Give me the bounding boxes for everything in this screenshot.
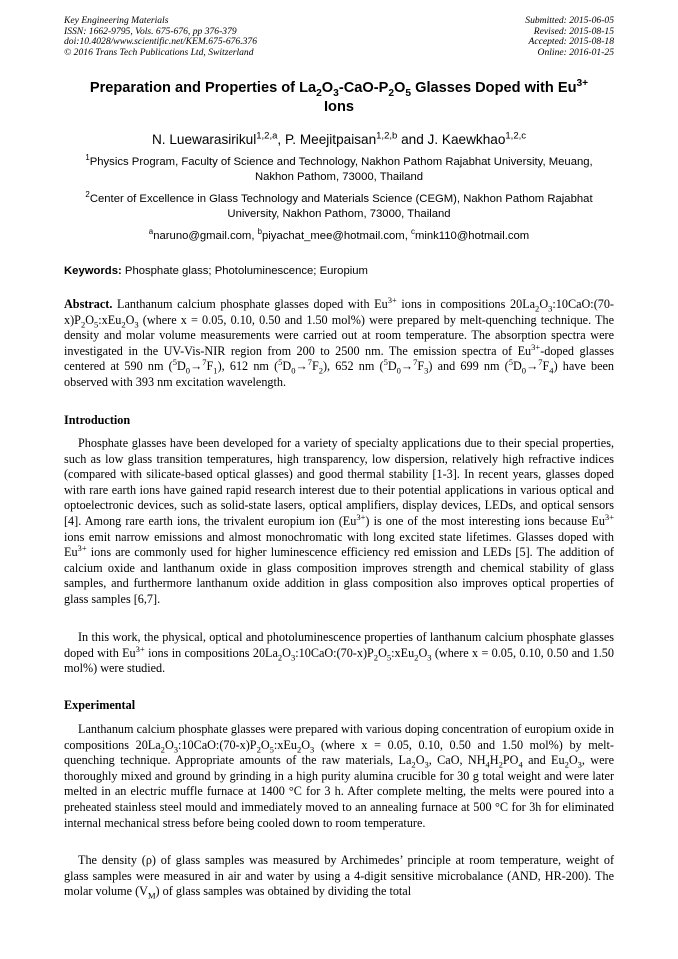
body-sub: 2 — [564, 759, 569, 770]
transition-sub: 0 — [185, 365, 191, 376]
date-online: Online: 2016-01-25 — [537, 46, 614, 58]
transition-sup: 5 — [508, 357, 513, 368]
transition-text: F — [206, 359, 214, 374]
affil-mark: 1 — [85, 153, 90, 163]
body-text: O — [568, 753, 578, 768]
body-sup: 3+ — [356, 511, 366, 522]
abstract-sub: 3 — [548, 303, 553, 314]
transition-sub: 4 — [549, 365, 554, 376]
journal-copyright: © 2016 Trans Tech Publications Ltd, Switzerland — [64, 46, 254, 58]
abstract-text: O — [85, 312, 95, 327]
body-text: H — [489, 753, 499, 768]
body-text: O — [418, 645, 428, 660]
body-sub: 4 — [485, 759, 490, 770]
abstract-text: O — [539, 297, 549, 311]
body-sub: 2 — [373, 652, 379, 663]
journal-doi: doi:10.4028/www.scientific.net/KEM.675-676.376 — [64, 36, 258, 48]
body-sub: 3 — [290, 652, 296, 663]
title-part: O — [321, 80, 334, 96]
author-separator: and — [397, 132, 428, 147]
date-revised: Revised: 2015-08-15 — [533, 25, 614, 37]
body-sub: 3 — [427, 652, 432, 663]
abstract-text: ) have been observed with 393 nm excitation wavelength. — [64, 359, 614, 389]
transition-sub: 2 — [318, 365, 323, 376]
abstract-text: :10CaO:(70-x)P — [64, 297, 614, 327]
date-accepted: Accepted: 2015-08-18 — [528, 36, 614, 48]
abstract-sup: 3+ — [387, 294, 397, 305]
transition-text: D — [387, 359, 397, 374]
intro-paragraph-2 — [64, 630, 614, 677]
email-mark: c — [411, 227, 415, 237]
transition-text: F — [417, 359, 425, 374]
experimental-paragraph-1 — [64, 722, 614, 831]
title-part: O — [394, 80, 406, 96]
body-text: Lanthanum calcium phosphate glasses were prepared with various doping concentration of europium oxide in compositions 20La — [64, 722, 614, 752]
journal-name: Key Engineering Materials — [64, 15, 169, 26]
transition-text: D — [282, 359, 292, 374]
transition-sup: 7 — [538, 357, 543, 368]
title-sub: 5 — [405, 87, 412, 99]
transition-text: D — [176, 359, 186, 374]
abstract-text: -doped glasses centered at 590 nm ( — [64, 343, 615, 374]
affil-text: Center of Excellence in Glass Technology and Materials Science (CEGM), Nakhon Pathom Rajabhat University, Nakhon Pathom, 73000, Thailand — [89, 193, 593, 220]
abstract-text: ions in compositions 20La — [396, 297, 536, 311]
affiliation-2 — [70, 192, 608, 222]
keywords — [64, 264, 614, 279]
body-text: O — [164, 737, 174, 752]
body-text: ) of glass samples was obtained by dividing the total — [155, 884, 412, 899]
abstract-sub: 2 — [121, 319, 126, 330]
body-text: , were thoroughly mixed and ground by grinding in a high purity alumina crucible for 30 g total weight and were later melted in an electric muffle furnace at 1400 °C for 3 h. After complete melting, the melts were poured into a preheated stainless steel mould and immediately moved to an annealing furnace at 500 °C for 3h for eliminated internal mechanical stress before being cooled down to room temperature. — [64, 753, 614, 830]
body-text: , CaO, NH — [428, 753, 486, 768]
body-text: O — [282, 645, 291, 660]
body-sub: M — [147, 890, 156, 901]
body-text: O — [260, 737, 270, 752]
transition-sup: 5 — [172, 357, 177, 368]
body-sub: 2 — [411, 759, 416, 770]
email-link[interactable]: naruno@gmail.com, — [153, 230, 258, 242]
body-sub: 3 — [577, 759, 582, 770]
abstract-sup: 3+ — [531, 341, 541, 352]
title-part: Glasses Doped with Eu — [411, 80, 577, 96]
body-text: O — [415, 753, 425, 768]
body-text: ions emit narrow emissions and almost monochromatic with long excited state lifetimes. Glasses doped with Eu — [64, 529, 614, 560]
body-text: :10CaO:(70-x)P — [295, 645, 374, 660]
body-text: In this work, the physical, optical and photoluminescence properties of lanthanum calcium phosphate glasses doped with Eu — [64, 630, 614, 660]
body-sub: 5 — [386, 652, 392, 663]
body-text: (where x = 0.05, 0.10, 0.50 and 1.50 mol%) were studied. — [64, 645, 614, 676]
body-sup: 3+ — [77, 543, 87, 554]
abstract-sub: 2 — [80, 319, 86, 330]
date-submitted: Submitted: 2015-06-05 — [525, 15, 614, 26]
body-text: :xEu — [391, 645, 415, 660]
affil-mark: 2 — [85, 190, 90, 200]
paper-title — [48, 79, 630, 117]
body-text: :10CaO:(70-x)P — [178, 737, 257, 752]
transition-text: D — [512, 359, 522, 374]
email-link[interactable]: piyachat_mee@hotmail.com, — [262, 230, 411, 242]
title-sub: 2 — [388, 87, 394, 99]
body-sub: 2 — [277, 652, 283, 663]
abstract-text: ) and 699 nm ( — [428, 359, 509, 374]
transition-sub: 3 — [424, 365, 429, 376]
author-list — [40, 131, 638, 149]
body-text: PO — [502, 753, 519, 768]
transition-sup: 7 — [413, 357, 418, 368]
transition-sub: 0 — [291, 365, 296, 376]
author-affil-mark: 1,2,c — [505, 130, 527, 142]
transition-sup: 5 — [278, 357, 283, 368]
keywords-label: Keywords: — [64, 265, 122, 277]
body-sub: 2 — [256, 744, 261, 755]
body-text: ions in compositions 20La — [144, 645, 278, 660]
affil-text: Physics Program, Faculty of Science and Technology, Nakhon Pathom Rajabhat University, Meuang, Nakhon Pathom, 73000, Thailand — [89, 156, 593, 183]
abstract-text: ), 652 nm ( — [322, 359, 384, 374]
section-heading-experimental: Experimental — [64, 698, 136, 712]
transition-text: F — [542, 359, 550, 374]
body-sub: 4 — [518, 759, 523, 770]
abstract-sub: 2 — [535, 303, 540, 314]
transition-arrow: → — [526, 359, 539, 374]
body-sup: 3+ — [604, 511, 614, 522]
abstract-text: (where x = 0.05, 0.10, 0.50 and 1.50 mol%) were prepared by melt-quenching technique. The density and molar volume measurements were carried out at room temperature. The absorption spectra were investigated in the UV-Vis-NIR region from 200 to 2500 nm. The emission spectra of Eu — [64, 312, 614, 358]
author-name: N. Luewarasirikul — [151, 132, 257, 147]
transition-arrow: → — [295, 359, 308, 374]
title-sub: 3 — [333, 87, 339, 99]
keywords-text: Phosphate glass; Photoluminescence; Europium — [121, 265, 368, 277]
author-affil-mark: 1,2,a — [256, 130, 278, 142]
title-sub: 2 — [316, 87, 322, 99]
title-part: -CaO-P — [338, 80, 389, 96]
body-text: ) is one of the most interesting ions because Eu — [365, 513, 605, 528]
abstract-label: Abstract. — [64, 297, 113, 311]
email-mark: a — [148, 227, 154, 237]
abstract-sub: 5 — [94, 319, 99, 330]
body-text: and Eu — [522, 753, 565, 768]
body-sup: 3+ — [135, 643, 145, 654]
abstract-sub: 3 — [134, 319, 139, 330]
author-emails — [40, 229, 638, 244]
body-text: O — [301, 737, 311, 752]
transition-sub: 0 — [521, 365, 527, 376]
body-text: ions are commonly used for higher luminescence efficiency red emission and LEDs [5]. The addition of calcium oxide and lanthanum oxide in glass composition improves strength and chemical stability of glass samples, and furthermore lanthanum oxide addition in glass composition also improves optical properties of glass samples [6,7]. — [64, 545, 614, 606]
transition-sup: 7 — [307, 357, 312, 368]
transition-sub: 0 — [396, 365, 401, 376]
body-text: (where x = 0.05, 0.10, 0.50 and 1.50 mol%) by melt-quenching technique. Appropriate amounts of the raw materials, La — [64, 737, 614, 768]
transition-arrow: → — [190, 359, 203, 374]
body-sub: 2 — [296, 744, 302, 755]
title-sup: 3+ — [576, 78, 589, 90]
abstract-text: Lanthanum calcium phosphate glasses doped with Eu — [112, 297, 388, 311]
body-sub: 3 — [310, 744, 315, 755]
author-name: J. Kaewkhao — [427, 132, 506, 147]
abstract-text: ), 612 nm ( — [217, 359, 279, 374]
body-sub: 3 — [424, 759, 429, 770]
body-text: :xEu — [273, 737, 297, 752]
journal-info — [64, 16, 257, 58]
journal-issn: ISSN: 1662-9795, Vols. 675-676, pp 376-379 — [64, 25, 237, 37]
body-text: The density (ρ) of glass samples was measured by Archimedes’ principle at room temperature, weight of glass samples were measured in air and water by using a 4-digit sensitive microbalance (AND, HR-200). The molar volume (V — [64, 853, 614, 899]
title-part: Ions — [324, 99, 354, 115]
abstract — [64, 294, 615, 391]
author-separator: , — [277, 132, 285, 147]
transition-text: F — [311, 359, 319, 374]
body-text: O — [378, 645, 387, 660]
intro-paragraph-1 — [64, 436, 614, 608]
transition-arrow: → — [400, 359, 414, 374]
body-text: Phosphate glasses have been developed for a variety of specialty applications due to their special properties, such as low glass transition temperatures, high transparency, low dispersion, relatively high refractive indices (compared with silicate-based optical glasses) and good thermal stability [1-3]. In recent years, glasses doped with rare earth ions have gained rapid research interest due to their potential applications in various optical and optoelectronic devices, such as solid-state lasers, optical amplifiers, display devices, LEDs, and optical sensors [4]. Among rare earth ions, the trivalent europium ion (Eu — [64, 436, 614, 528]
body-sub: 3 — [173, 744, 179, 755]
abstract-text: :xEu — [98, 312, 122, 327]
body-sub: 5 — [269, 744, 274, 755]
section-heading-introduction: Introduction — [64, 413, 131, 427]
transition-sup: 7 — [202, 357, 207, 368]
abstract-text: O — [125, 312, 135, 327]
publication-dates — [525, 16, 614, 58]
author-affil-mark: 1,2,b — [376, 130, 398, 142]
email-link[interactable]: mink110@hotmail.com — [414, 230, 530, 242]
transition-sup: 5 — [383, 357, 388, 368]
body-sub: 2 — [160, 744, 165, 755]
transition-sub: 1 — [213, 365, 218, 376]
title-part: Preparation and Properties of La — [89, 80, 317, 96]
affiliation-1 — [70, 155, 608, 185]
author-name: P. Meejitpaisan — [284, 132, 377, 147]
experimental-paragraph-2 — [64, 853, 614, 900]
email-mark: b — [257, 227, 263, 237]
body-sub: 2 — [414, 652, 419, 663]
body-sub: 2 — [498, 759, 503, 770]
